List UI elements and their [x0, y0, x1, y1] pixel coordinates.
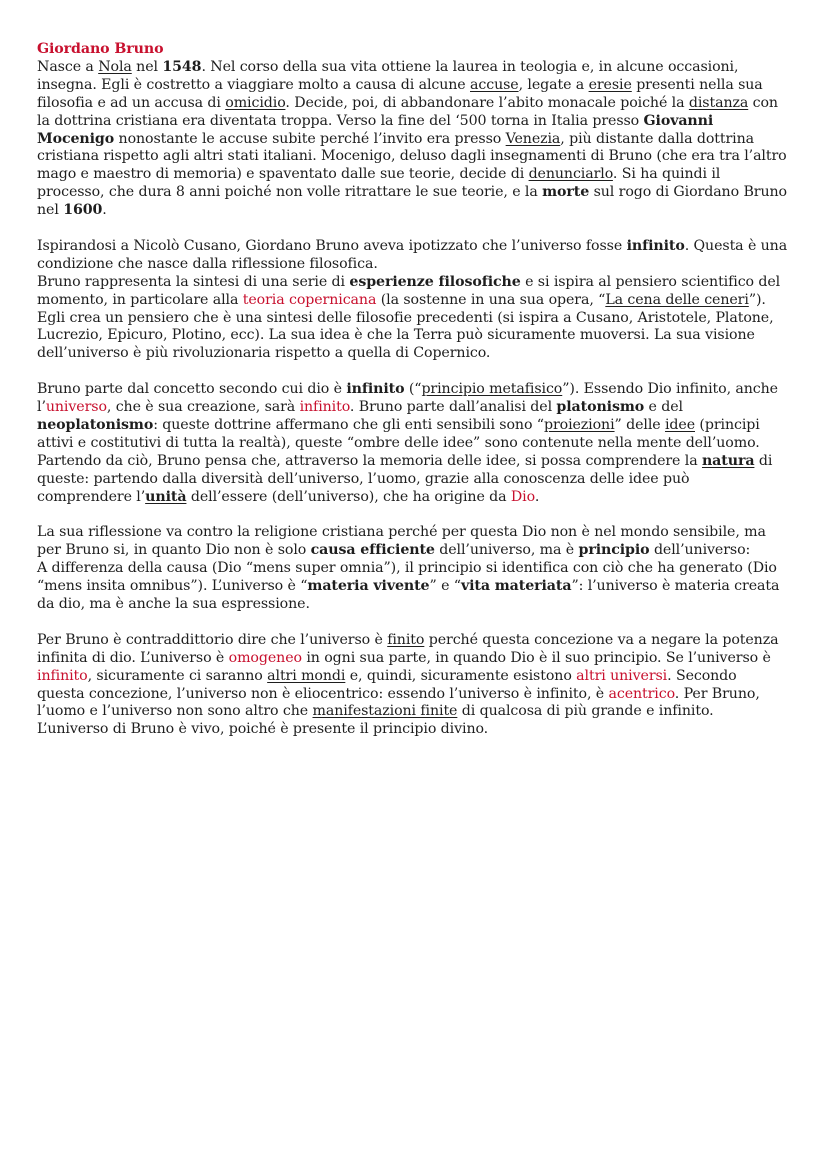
bold-underlined-term: unità — [145, 488, 187, 505]
underlined-term: eresie — [588, 76, 632, 93]
underlined-term: manifestazioni finite — [312, 703, 458, 720]
text-run: (“ — [404, 381, 422, 398]
bold-underlined-term: natura — [701, 452, 755, 469]
underlined-term: distanza — [688, 94, 749, 111]
text-run: di qualcosa di più grande e infinito. L’universo di Bruno è vivo, poiché è presente il principio divino. — [37, 703, 714, 738]
highlighted-term: infinito — [37, 667, 88, 684]
underlined-term: proiezioni — [543, 417, 615, 433]
text-run: Bruno rappresenta la sintesi di una serie di — [37, 273, 350, 290]
text-run: presenti nella sua filosofia e ad un accusa di — [37, 76, 763, 111]
paragraph-infinite-worlds — [37, 632, 788, 739]
underlined-term: Nola — [98, 58, 132, 75]
underlined-term: accuse — [470, 76, 519, 93]
underlined-term: finito — [387, 631, 425, 648]
text-run: e del — [644, 399, 683, 416]
text-run: in ogni sua parte, in quando Dio è il suo principio. Se l’universo è — [301, 649, 771, 666]
text-run: . Bruno parte dall’analisi del — [349, 399, 557, 416]
text-run: . Secondo questa concezione, l’universo non è eliocentrico: essendo l’universo è infinito, è — [37, 667, 737, 702]
text-run: e, quindi, sicuramente esistono — [345, 667, 577, 684]
text-run: e si ispira al pensiero scientifico del momento, in particolare alla — [37, 273, 781, 308]
text-run: ”: l’universo è materia creata da dio, ma è anche la sua espressione. — [37, 578, 780, 613]
text-run: ” e “ — [429, 578, 461, 595]
underlined-term: La cena delle ceneri — [605, 291, 749, 308]
text-run: . — [534, 488, 540, 505]
text-run: ”). Egli crea un pensiero che è una sintesi delle filosofie precedenti (si ispira a Cusano, Aristotele, Platone, Lucrezio, Epicuro, Plotino, ecc). La sua idea è che la Terra può sicuramente muoversi. La sua visione dell’universo è più rivoluzionaria rispetto a quella di Copernico. — [37, 291, 774, 362]
paragraph-infinite-universe — [37, 238, 788, 363]
text-run: Bruno parte dal concetto secondo cui dio è — [37, 381, 347, 398]
text-run: Per Bruno è contraddittorio dire che l’universo è — [37, 631, 388, 648]
paragraph-biography — [37, 59, 788, 220]
bold-term: principio — [578, 542, 650, 559]
text-run: , che è sua creazione, sarà — [106, 399, 300, 416]
text-run: La sua riflessione va contro la religione cristiana perché per questa Dio non è nel mondo sensibile, ma per Bruno si, in quanto Dio non è solo — [37, 524, 766, 559]
highlighted-term: acentrico — [608, 685, 675, 702]
text-run: sul rogo di Giordano Bruno nel — [37, 184, 787, 219]
text-run: (la sostenne in una sua opera, “ — [376, 291, 606, 308]
text-run: : queste dottrine affermano che gli enti sensibili sono “ — [153, 417, 544, 433]
text-run: dell’universo, ma è — [434, 542, 579, 559]
text-run: (principi attivi e costitutivi di tutta la realtà), queste “ombre delle idee” sono contenute nella mente dell’uomo. Partendo da ciò, Bruno pensa che, attraverso la memoria delle idee, si possa comprendere la — [37, 417, 760, 469]
underlined-term: altri mondi — [267, 667, 346, 684]
text-run: . Per Bruno, l’uomo e l’universo non sono altro che — [37, 685, 760, 720]
underlined-term: principio metafisico — [421, 381, 563, 398]
text-run: , più distante dalla dottrina cristiana rispetto agli altri stati italiani. Mocenigo, deluso dagli insegnamenti di Bruno (che era tra l’altro mago e maestro di memoria) e spaventato dalle sue teorie, decide di — [37, 130, 787, 183]
text-run: nonostante le accuse subite perché l’invito era presso — [114, 130, 506, 147]
underlined-term: omicidio — [225, 94, 286, 111]
text-run: . Decide, poi, di abbandonare l’abito monacale poiché la — [285, 94, 689, 111]
highlighted-term: teoria copernicana — [242, 291, 377, 308]
text-run: dell’universo: — [649, 542, 751, 559]
text-run: . Questa è una condizione che nasce dalla riflessione filosofica. — [37, 237, 788, 272]
text-run: Nasce a — [37, 58, 99, 75]
underlined-term: Venezia — [505, 130, 561, 147]
document-title: Giordano Bruno — [37, 41, 164, 57]
bold-term: vita materiata — [460, 578, 572, 595]
highlighted-term: altri universi — [576, 667, 668, 684]
underlined-term: idee — [664, 417, 695, 433]
bold-term: esperienze filosofiche — [349, 273, 521, 290]
bold-term: 1548 — [162, 58, 202, 75]
text-run: ” delle — [614, 417, 665, 433]
bold-term: causa efficiente — [310, 542, 435, 559]
bold-term: Giovanni Mocenigo — [37, 112, 714, 147]
bold-term: 1600 — [63, 202, 103, 219]
text-run: ”). Essendo Dio infinito, anche l’ — [37, 381, 778, 416]
text-run: . Si ha quindi il processo, che dura 8 anni poiché non volle ritrattare le sue teorie, e la — [37, 166, 721, 201]
highlighted-term: infinito — [299, 399, 350, 416]
bold-term: platonismo — [556, 399, 645, 416]
text-run: . Nel corso della sua vita ottiene la laurea in teologia e, in alcune occasioni, insegna. Egli è costretto a viaggiare molto a causa di alcune — [37, 58, 739, 93]
bold-term: infinito — [346, 381, 405, 398]
text-run: , legate a — [518, 76, 589, 93]
highlighted-term: Dio — [510, 488, 535, 505]
paragraph-metaphysical-principle — [37, 381, 788, 506]
bold-term: infinito — [626, 237, 685, 254]
bold-term: morte — [542, 184, 590, 201]
text-run: . — [102, 202, 107, 219]
highlighted-term: omogeneo — [228, 649, 302, 666]
text-run: perché questa concezione va a negare la potenza infinita di dio. L’universo è — [37, 631, 779, 666]
text-run: con la dottrina cristiana era diventata troppa. Verso la fine del ‘500 torna in Italia presso — [37, 94, 778, 129]
text-run: nel — [131, 58, 163, 75]
bold-term: materia vivente — [307, 578, 430, 595]
highlighted-term: universo — [45, 399, 107, 416]
bold-term: neoplatonismo — [37, 417, 154, 433]
text-run: , sicuramente ci saranno — [87, 667, 268, 684]
text-run: Ispirandosi a Nicolò Cusano, Giordano Bruno aveva ipotizzato che l’universo fosse — [37, 237, 627, 254]
text-run: di queste: partendo dalla diversità dell’universo, l’uomo, grazie alla conoscenza delle idee può comprendere l’ — [37, 452, 773, 505]
text-run: dell’essere (dell’universo), che ha origine da — [186, 488, 511, 505]
paragraph-cause-and-principle — [37, 524, 788, 614]
text-run: A differenza della causa (Dio “mens super omnia”), il principio si identifica con ciò che ha generato (Dio “mens insita omnibus”). L’universo è “ — [37, 560, 777, 595]
underlined-term: denunciarlo — [528, 166, 613, 183]
